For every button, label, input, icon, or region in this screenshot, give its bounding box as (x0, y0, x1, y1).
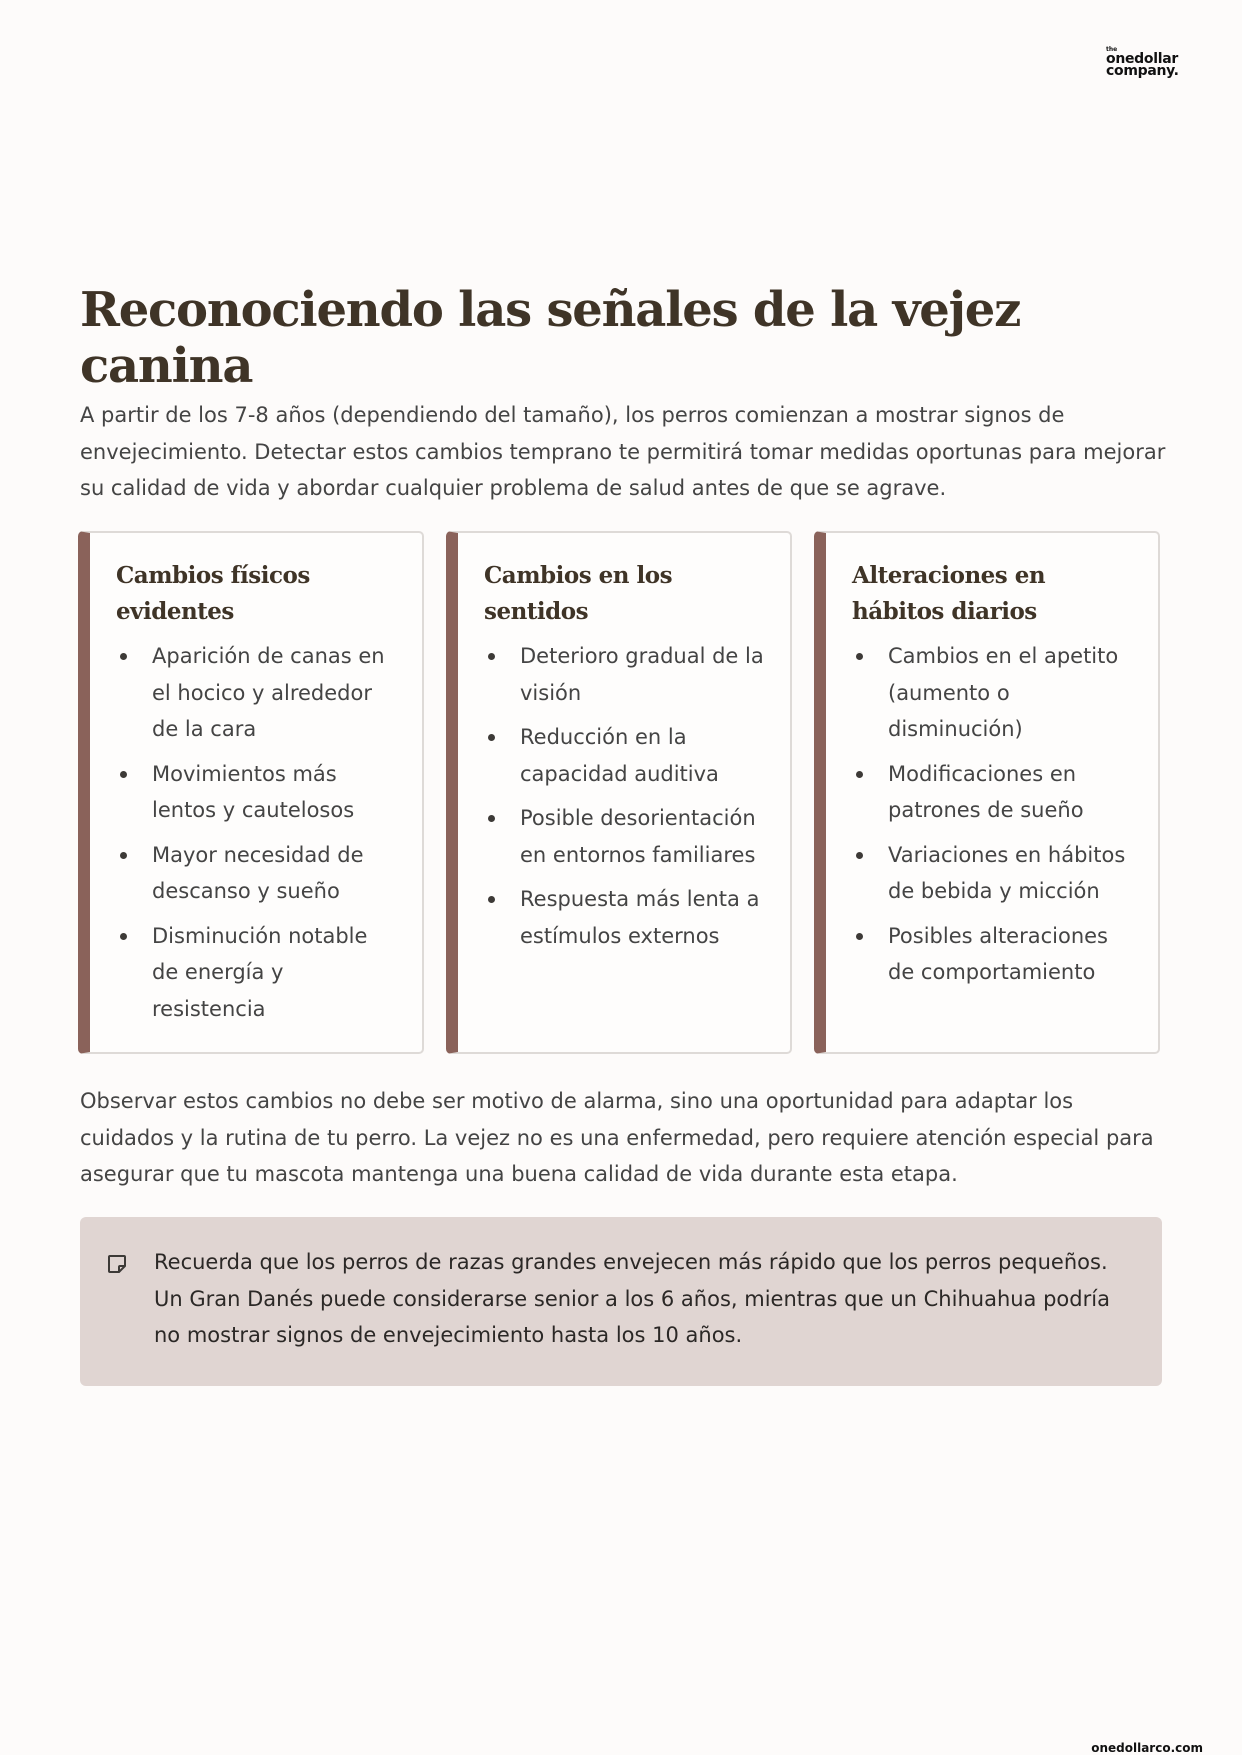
list-item: Cambios en el apetito (aumento o disminución) (852, 638, 1136, 748)
card-list (116, 638, 400, 1027)
list-item: Posible desorientación en entornos familiares (484, 800, 768, 873)
intro-paragraph: A partir de los 7-8 años (dependiendo del tamaño), los perros comienzan a mostrar signos de envejecimiento. Detectar estos cambios temprano te permitirá tomar medidas oportunas para mejorar su calidad de vida y abordar cualquier problema de salud antes de que se agrave. (80, 403, 1166, 500)
card-physical-changes (78, 531, 424, 1054)
list-item: Aparición de canas en el hocico y alrededor de la cara (116, 638, 400, 748)
list-item: Respuesta más lenta a estímulos externos (484, 881, 768, 954)
note-icon (106, 1253, 128, 1275)
logo-line-1: onedollar (1106, 51, 1178, 67)
card-heading: Alteraciones en hábitos diarios (852, 562, 1046, 625)
page-title: Reconociendo las señales de la vejez canina (80, 282, 1021, 394)
list-item: Movimientos más lentos y cautelosos (116, 756, 400, 829)
logo-the: the (1106, 46, 1118, 53)
card-heading: Cambios físicos evidentes (116, 562, 310, 625)
card-list (852, 638, 1136, 991)
list-item: Posibles alteraciones de comportamiento (852, 918, 1136, 991)
logo-line-2: company. (1106, 63, 1179, 79)
list-item: Disminución notable de energía y resistencia (116, 918, 400, 1028)
list-item: Reducción en la capacidad auditiva (484, 719, 768, 792)
card-daily-habits (814, 531, 1160, 1054)
note-text: Recuerda que los perros de razas grandes envejecen más rápido que los perros pequeños. Un Gran Danés puede considerarse senior a los 6 años, mientras que un Chihuahua podría no mostrar signos de envejecimiento hasta los 10 años. (154, 1250, 1110, 1347)
card-list (484, 638, 768, 954)
list-item: Deterioro gradual de la visión (484, 638, 768, 711)
footer-url[interactable]: onedollarco.com (1091, 1741, 1203, 1755)
list-item: Modificaciones en patrones de sueño (852, 756, 1136, 829)
list-item: Mayor necesidad de descanso y sueño (116, 837, 400, 910)
outro-paragraph: Observar estos cambios no debe ser motivo de alarma, sino una oportunidad para adaptar los cuidados y la rutina de tu perro. La vejez no es una enfermedad, pero requiere atención especial para asegurar que tu mascota mantenga una buena calidad de vida durante esta etapa. (80, 1089, 1154, 1186)
card-senses-changes (446, 531, 792, 1054)
card-heading: Cambios en los sentidos (484, 562, 673, 625)
brand-logo (1106, 47, 1196, 77)
list-item: Variaciones en hábitos de bebida y micción (852, 837, 1136, 910)
note-callout (80, 1217, 1162, 1386)
